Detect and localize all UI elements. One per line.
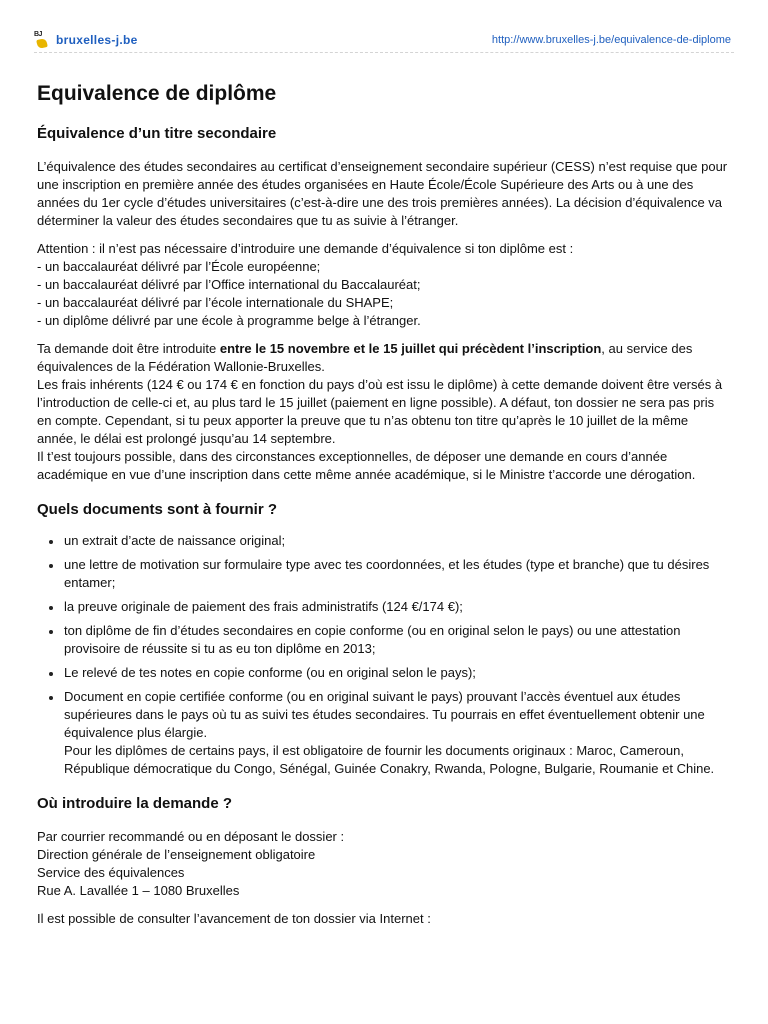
section-heading-where: Où introduire la demande ? [37,795,233,812]
exemption-item: - un baccalauréat délivré par l’École européenne; [37,259,321,274]
attention-text: Attention : il n’est pas nécessaire d’introduire une demande d’équivalence si ton diplôme est : [37,241,574,256]
list-item: la preuve originale de paiement des frais administratifs (124 €/174 €); [64,598,731,616]
deadline-dates: entre le 15 novembre et le 15 juillet qui précèdent l’inscription [219,341,602,356]
exception-text: Il t’est toujours possible, dans des circonstances exceptionnelles, de déposer une demande en cours d’année académique en vue d’une inscription dans cette même année académique, si le Ministre t’accorde une dérogation. [37,449,696,482]
exemption-item: - un baccalauréat délivré par l’Office international du Baccalauréat; [37,277,421,292]
deadline-prefix: Ta demande doit être introduite [37,341,220,356]
list-item: Le relevé de tes notes en copie conforme (ou en original selon le pays); [64,664,731,682]
online-text: Il est possible de consulter l’avancement de ton dossier via Internet : [37,911,431,926]
address-line: Rue A. Lavallée 1 – 1080 Bruxelles [37,883,240,898]
list-item-extra: Pour les diplômes de certains pays, il est obligatoire de fournir les documents originaux : Maroc, Cameroun, République démocratique du Congo, Sénégal, Guinée Conakry, Rwanda, Pologne, Bulgarie, Roumanie et Chine. [64,743,715,776]
site-logo-icon [34,31,52,49]
address-line: Direction générale de l’enseignement obligatoire [37,847,316,862]
top-bar [34,0,734,53]
site-name[interactable]: bruxelles-j.be [56,33,138,47]
intro-paragraph: L’équivalence des études secondaires au certificat d’enseignement secondaire supérieur (CESS) n’est requise que pour une inscription en première année des études organisées en Haute École/École Supérieure des Arts ou à une des années du 1er cycle d’études universitaires (c’est-à-dire une des trois premières années). La décision d’équivalence va déterminer la valeur des études secondaires que tu as suivie à l’étranger. [37,159,728,228]
documents-list [37,532,731,778]
address-block [37,828,731,900]
site-brand[interactable] [34,31,138,49]
page-url-link[interactable]: http://www.bruxelles-j.be/equivalence-de-diplome [491,34,731,46]
fees-text: Les frais inhérents (124 € ou 174 € en fonction du pays d’où est issu le diplôme) à cette demande doivent être versés à l’introduction de celle-ci et, au plus tard le 15 juillet (paiement en ligne possible). A défaut, ton dossier ne sera pas pris en compte. Cependant, si tu peux apporter la preuve que tu n’as obtenu ton titre qu’après le 10 juillet de la même année, le délai est prolongé jusqu’au 14 septembre. [37,377,723,446]
deadline-suffix: , au service des équivalences de la Fédération Wallonie-Bruxelles. [37,341,693,374]
list-item: une lettre de motivation sur formulaire type avec tes coordonnées, et les études (type et branche) que tu désires entamer; [64,556,731,592]
section-heading-equivalence: Équivalence d’un titre secondaire [37,125,277,142]
exemption-item: - un baccalauréat délivré par l’école internationale du SHAPE; [37,295,394,310]
address-line: Par courrier recommandé ou en déposant le dossier : [37,829,345,844]
attention-paragraph [37,240,731,330]
page-title: Equivalence de diplôme [37,82,277,105]
list-item-text: Document en copie certifiée conforme (ou en original suivant le pays) prouvant l’accès éventuel aux études supérieures dans le pays où tu as suivi tes études secondaires. Tu pourrais en effet éventuellement obtenir une équivalence plus élargie. [64,689,705,740]
section-heading-documents: Quels documents sont à fournir ? [37,501,278,518]
list-item [64,688,731,778]
address-line: Service des équivalences [37,865,185,880]
deadline-paragraph [37,340,731,484]
exemption-item: - un diplôme délivré par une école à programme belge à l’étranger. [37,313,421,328]
logo-mark [36,38,48,49]
list-item: un extrait d’acte de naissance original; [64,532,731,550]
list-item: ton diplôme de fin d’études secondaires en copie conforme (ou en original selon le pays) ou une attestation provisoire de réussite si tu as eu ton diplôme en 2013; [64,622,731,658]
logo-text: BJ [34,31,42,38]
